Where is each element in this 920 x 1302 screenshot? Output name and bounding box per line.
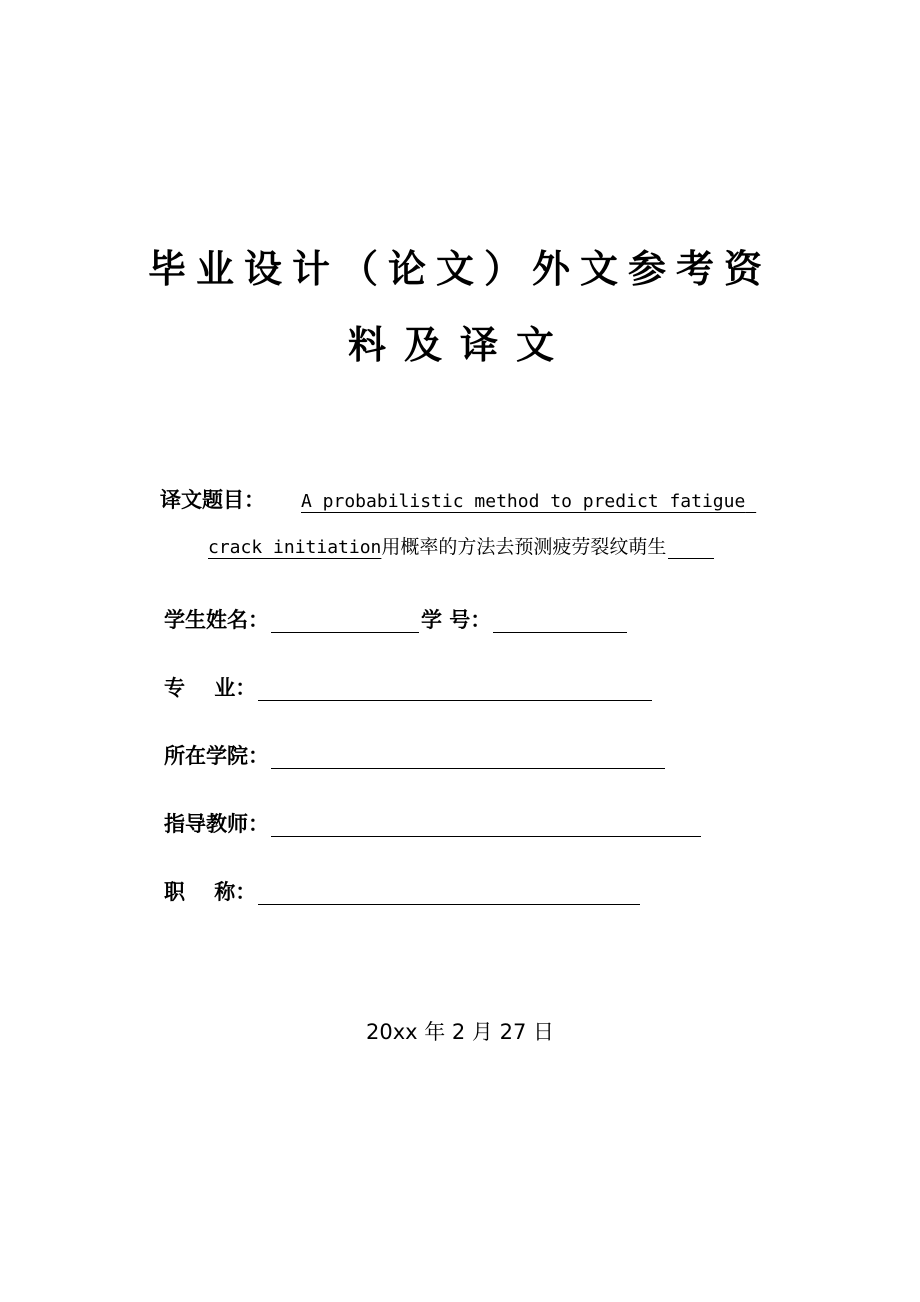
- major-label: 专 业：: [164, 676, 257, 700]
- translation-title-english-line-1: A probabilistic method to predict fatigue: [301, 491, 746, 512]
- translation-title-chinese: 用概率的方法去预测疲劳裂纹萌生: [381, 536, 667, 558]
- page-title-line-2: 料及译文: [347, 323, 572, 367]
- translation-title-english-line-2: crack initiation: [208, 537, 382, 558]
- major-row: [164, 672, 652, 702]
- title-rank-field[interactable]: [258, 882, 640, 905]
- college-row: [164, 740, 665, 770]
- student-id-label: 学 号：: [421, 608, 492, 632]
- student-id-field[interactable]: [493, 610, 627, 633]
- student-name-field[interactable]: [271, 610, 419, 633]
- title-rank-label: 职 称：: [164, 880, 257, 904]
- translation-title-row-2: [208, 532, 714, 559]
- page-title-line-1: 毕业设计（论文）外文参考资: [147, 247, 772, 291]
- translation-title-trailing-blank: [668, 536, 714, 559]
- major-field[interactable]: [258, 678, 652, 701]
- student-info-row: [164, 604, 627, 634]
- student-name-label: 学生姓名：: [164, 608, 269, 632]
- advisor-row: [164, 808, 701, 838]
- college-label: 所在学院：: [164, 744, 269, 768]
- title-rank-row: [164, 876, 640, 906]
- translation-title-row: [160, 484, 756, 514]
- document-date: 20xx 年 2 月 27 日: [365, 1020, 555, 1044]
- advisor-field[interactable]: [271, 814, 701, 837]
- college-field[interactable]: [271, 746, 665, 769]
- translation-title-label: 译文题目：: [160, 488, 265, 512]
- advisor-label: 指导教师：: [164, 812, 269, 836]
